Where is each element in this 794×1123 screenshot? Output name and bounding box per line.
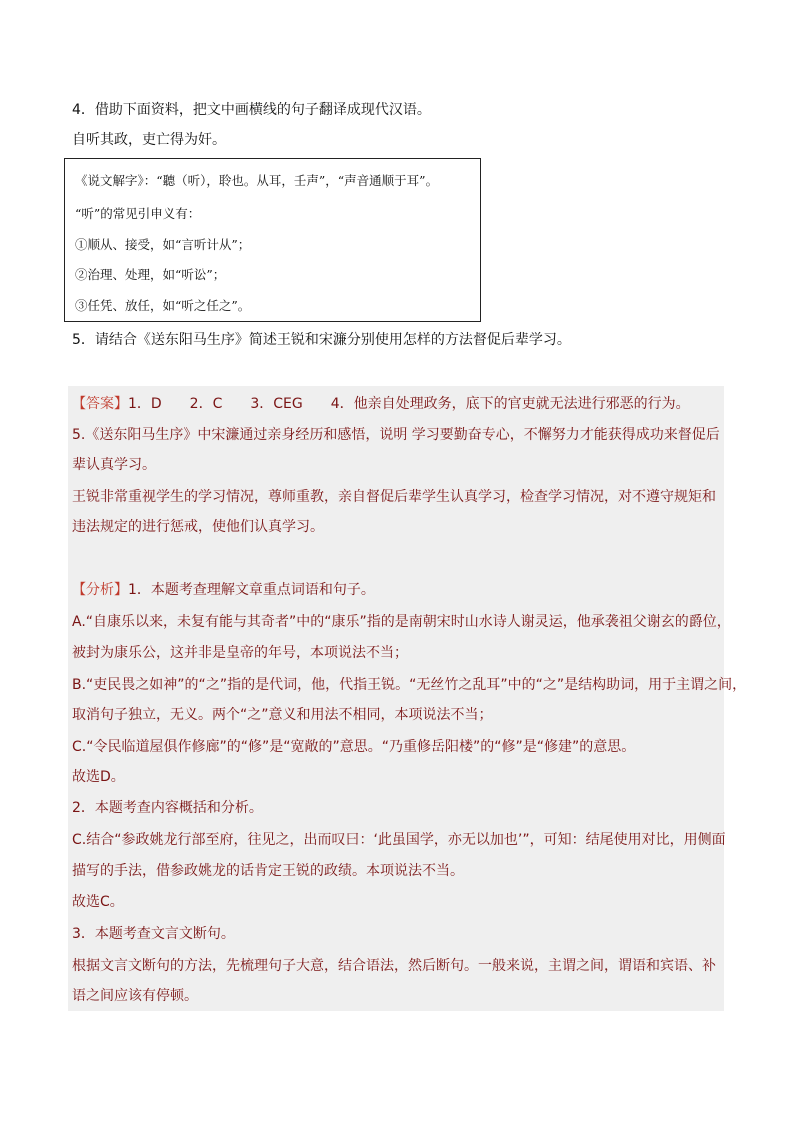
- reference-box: [64, 158, 481, 322]
- answer-line: 违法规定的进行惩戒，使他们认真学习。: [72, 519, 324, 535]
- answer-line: 5.《送东阳马生序》中宋濂通过亲身经历和感悟，说明 学习要勤奋专心，不懈努力才能获得成功来督促后: [72, 427, 720, 443]
- analysis-tag: 【分析】: [72, 582, 128, 598]
- analysis-text: 1．本题考查理解文章重点词语和句子。: [128, 582, 375, 598]
- analysis-line: B.“吏民畏之如神”的“之”指的是代词，他，代指王锐。“无丝竹之乱耳”中的“之”是结构助词，用于主谓之间，: [72, 677, 747, 693]
- analysis-line: 故选D。: [72, 769, 125, 785]
- analysis-line: A.“自康乐以来，未复有能与其奇者”中的“康乐”指的是南朝宋时山水诗人谢灵运，他承袭祖父谢玄的爵位，: [72, 614, 731, 630]
- answer-line: [72, 394, 690, 414]
- analysis-line: C.“令民临道屋俱作修廊”的“修”是“宽敞的”意思。“乃重修岳阳楼”的“修”是“修建”的意思。: [72, 739, 636, 755]
- answer-line: 辈认真学习。: [72, 457, 156, 473]
- question-4-prompt: 4．借助下面资料，把文中画横线的句子翻译成现代汉语。: [72, 102, 431, 118]
- analysis-line: 2．本题考查内容概括和分析。: [72, 800, 263, 816]
- reference-line: ①顺从、接受，如“言听计从”；: [75, 237, 251, 252]
- analysis-line: 3．本题考查文言文断句。: [72, 926, 235, 942]
- answer-text: 1．D 2．C 3．CEG 4．他亲自处理政务，底下的官吏就无法进行邪恶的行为。: [128, 396, 690, 412]
- question-5-prompt: 5．请结合《送东阳马生序》简述王锐和宋濂分别使用怎样的方法督促后辈学习。: [72, 332, 571, 348]
- reference-line: ③任凭、放任，如“听之任之”。: [75, 298, 251, 313]
- analysis-line: C.结合“参政姚龙行部至府，往见之，出而叹曰：‘此虽国学，亦无以加也’”，可知：结尾使用对比，用侧面: [72, 832, 726, 848]
- reference-line: “听”的常见引申义有：: [75, 206, 201, 221]
- analysis-line: 语之间应该有停顿。: [72, 988, 198, 1004]
- analysis-line: 故选C。: [72, 894, 124, 910]
- reference-line: ②治理、处理，如“听讼”；: [75, 267, 226, 282]
- analysis-line: [72, 580, 375, 600]
- answer-line: 王锐非常重视学生的学习情况，尊师重教，亲自督促后辈学生认真学习，检查学习情况，对不遵守规矩和: [72, 489, 716, 505]
- reference-line: 《说文解字》：“聽（听），聆也。从耳，壬声”，“声音通顺于耳”。: [75, 173, 439, 188]
- answer-analysis-block: [68, 386, 724, 1011]
- analysis-line: 描写的手法，借参政姚龙的话肯定王锐的政绩。本项说法不当。: [72, 863, 464, 879]
- analysis-line: 被封为康乐公，这并非是皇帝的年号，本项说法不当；: [72, 645, 408, 661]
- answer-tag: 【答案】: [72, 396, 128, 412]
- analysis-line: 根据文言文断句的方法，先梳理句子大意，结合语法，然后断句。一般来说，主谓之间，谓语和宾语、补: [72, 958, 716, 974]
- question-4-sentence: 自听其政，吏亡得为奸。: [72, 132, 226, 148]
- analysis-line: 取消句子独立，无义。两个“之”意义和用法不相同，本项说法不当；: [72, 707, 493, 723]
